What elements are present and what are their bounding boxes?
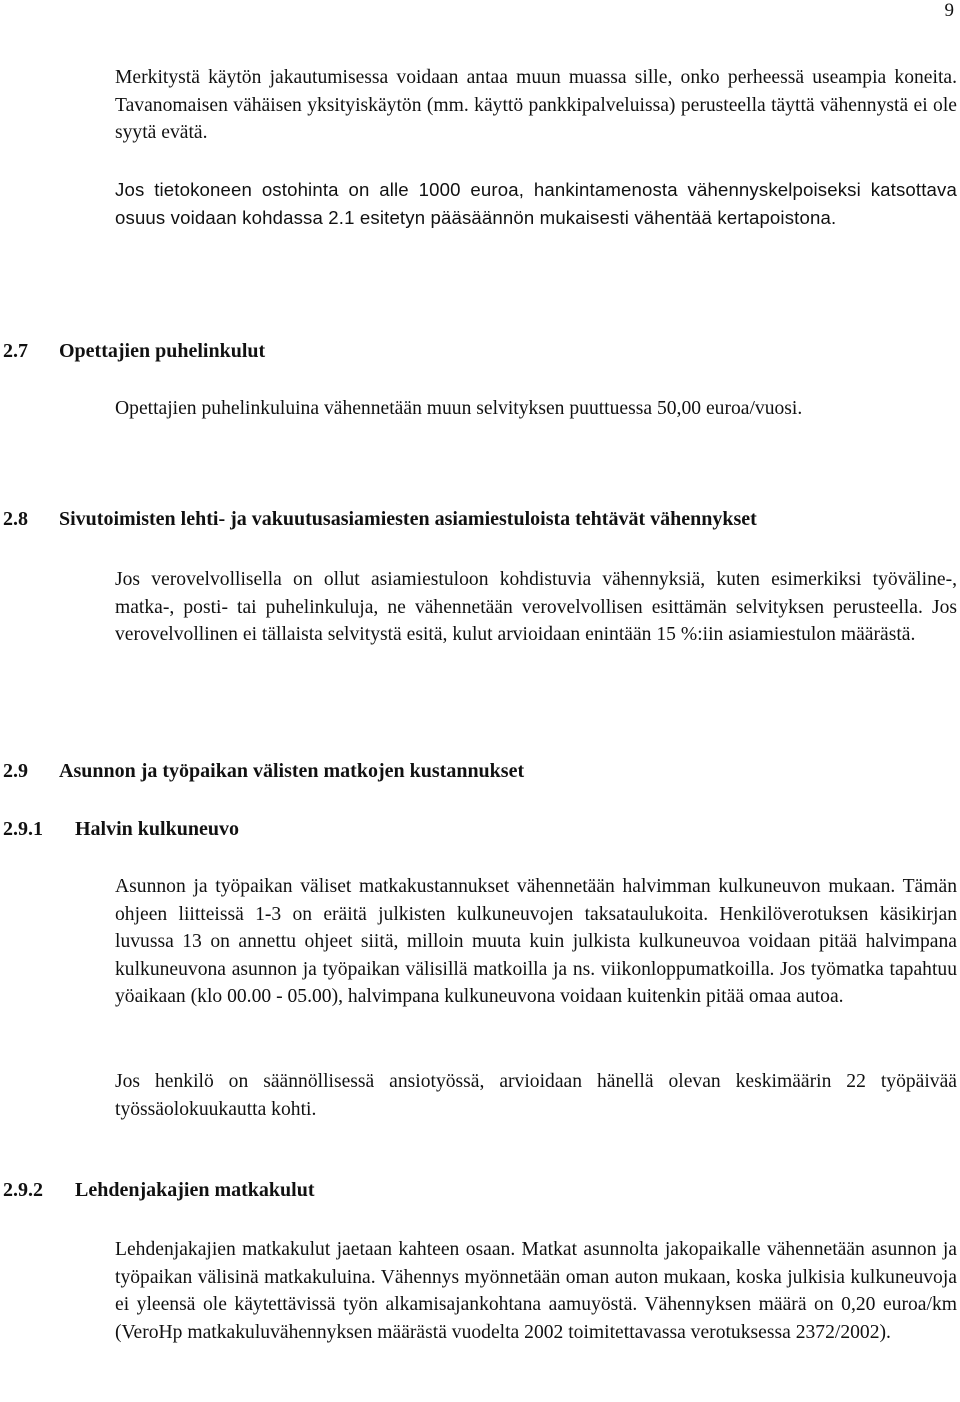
- section-number: 2.7: [3, 340, 28, 362]
- paragraph-teacher-phone: Opettajien puhelinkuluina vähennetään muun selvityksen puuttuessa 50,00 euroa/vuosi.: [115, 398, 803, 419]
- paragraph-computer-usage: Merkitystä käytön jakautumisessa voidaan antaa muun muassa sille, onko perheessä useampia koneita. Tavanomaisen vähäisen yksityiskäytön (mm. käyttö pankkipalveluissa) perusteella täyttä vähennystä ei ole syytä evätä.: [115, 67, 957, 144]
- section-title: Sivutoimisten lehti- ja vakuutusasiamiesten asiamiestuloista tehtävät vähennykset: [59, 508, 757, 530]
- paragraph-computer-purchase: Jos tietokoneen ostohinta on alle 1000 euroa, hankintamenosta vähennyskelpoiseksi katsottava osuus voidaan kohdassa 2.1 esitetyn pääsäännön mukaisesti vähentää kertapoistona.: [115, 179, 957, 228]
- paragraph-cheapest-transport: Asunnon ja työpaikan väliset matkakustannukset vähennetään halvimman kulkuneuvon mukaan. Tämän ohjeen liitteissä 1-3 on eräitä julkisten kulkuneuvojen taksataulukoita. Henkilöverotuksen käsikirjan luvussa 13 on annettu ohjeet siitä, milloin muuta kuin julkista kulkuneuvoa voidaan pitää halvimpana kulkuneuvona asunnon ja työpaikan välisillä matkoilla ja ns. viikonloppumatkoilla. Jos työmatka tapahtuu yöaikaan (klo 00.00 - 05.00), halvimpana kulkuneuvona voidaan kuitenkin pitää omaa autoa.: [115, 876, 957, 1008]
- section-heading-2-8: [3, 506, 757, 532]
- paragraph-newspaper-carriers: Lehdenjakajien matkakulut jaetaan kahteen osaan. Matkat asunnolta jakopaikalle vähennetään asunnon ja työpaikan välisinä matkakuluina. Vähennys myönnetään oman auton mukaan, koska julkisia kulkuneuvoja ei yleensä ole käytettävissä työn alkamisajankohtana aamuyöstä. Vähennyksen määrä on 0,20 euroa/km (VeroHp matkakuluvähennyksen määrästä vuodelta 2002 toimitettavassa verotuksessa 2372/2002).: [115, 1239, 957, 1343]
- section-title: Opettajien puhelinkulut: [59, 340, 266, 362]
- section-heading-2-7: [3, 338, 265, 364]
- section-number: 2.9.2: [3, 1179, 43, 1201]
- section-title: Asunnon ja työpaikan välisten matkojen kustannukset: [59, 760, 525, 782]
- paragraph-working-days: Jos henkilö on säännöllisessä ansiotyössä, arvioidaan hänellä olevan keskimäärin 22 työpäivää työssäolokuukautta kohti.: [115, 1071, 957, 1120]
- section-heading-2-9: [3, 758, 524, 784]
- section-title: Lehdenjakajien matkakulut: [75, 1179, 315, 1201]
- page-number: 9: [944, 0, 954, 21]
- section-title: Halvin kulkuneuvo: [75, 818, 239, 840]
- section-number: 2.9.1: [3, 818, 43, 840]
- section-heading-2-9-1: [3, 816, 239, 842]
- paragraph-agent-deductions: Jos verovelvollisella on ollut asiamiestuloon kohdistuvia vähennyksiä, kuten esimerkiksi työväline-, matka-, posti- tai puhelinkuluja, ne vähennetään verovelvollisen esittämän selvityksen perusteella. Jos verovelvollinen ei tällaista selvitystä esitä, kulut arvioidaan enintään 15 %:iin asiamiestulon määrästä.: [115, 569, 957, 646]
- section-number: 2.9: [3, 760, 28, 782]
- section-heading-2-9-2: [3, 1177, 315, 1203]
- section-number: 2.8: [3, 508, 28, 530]
